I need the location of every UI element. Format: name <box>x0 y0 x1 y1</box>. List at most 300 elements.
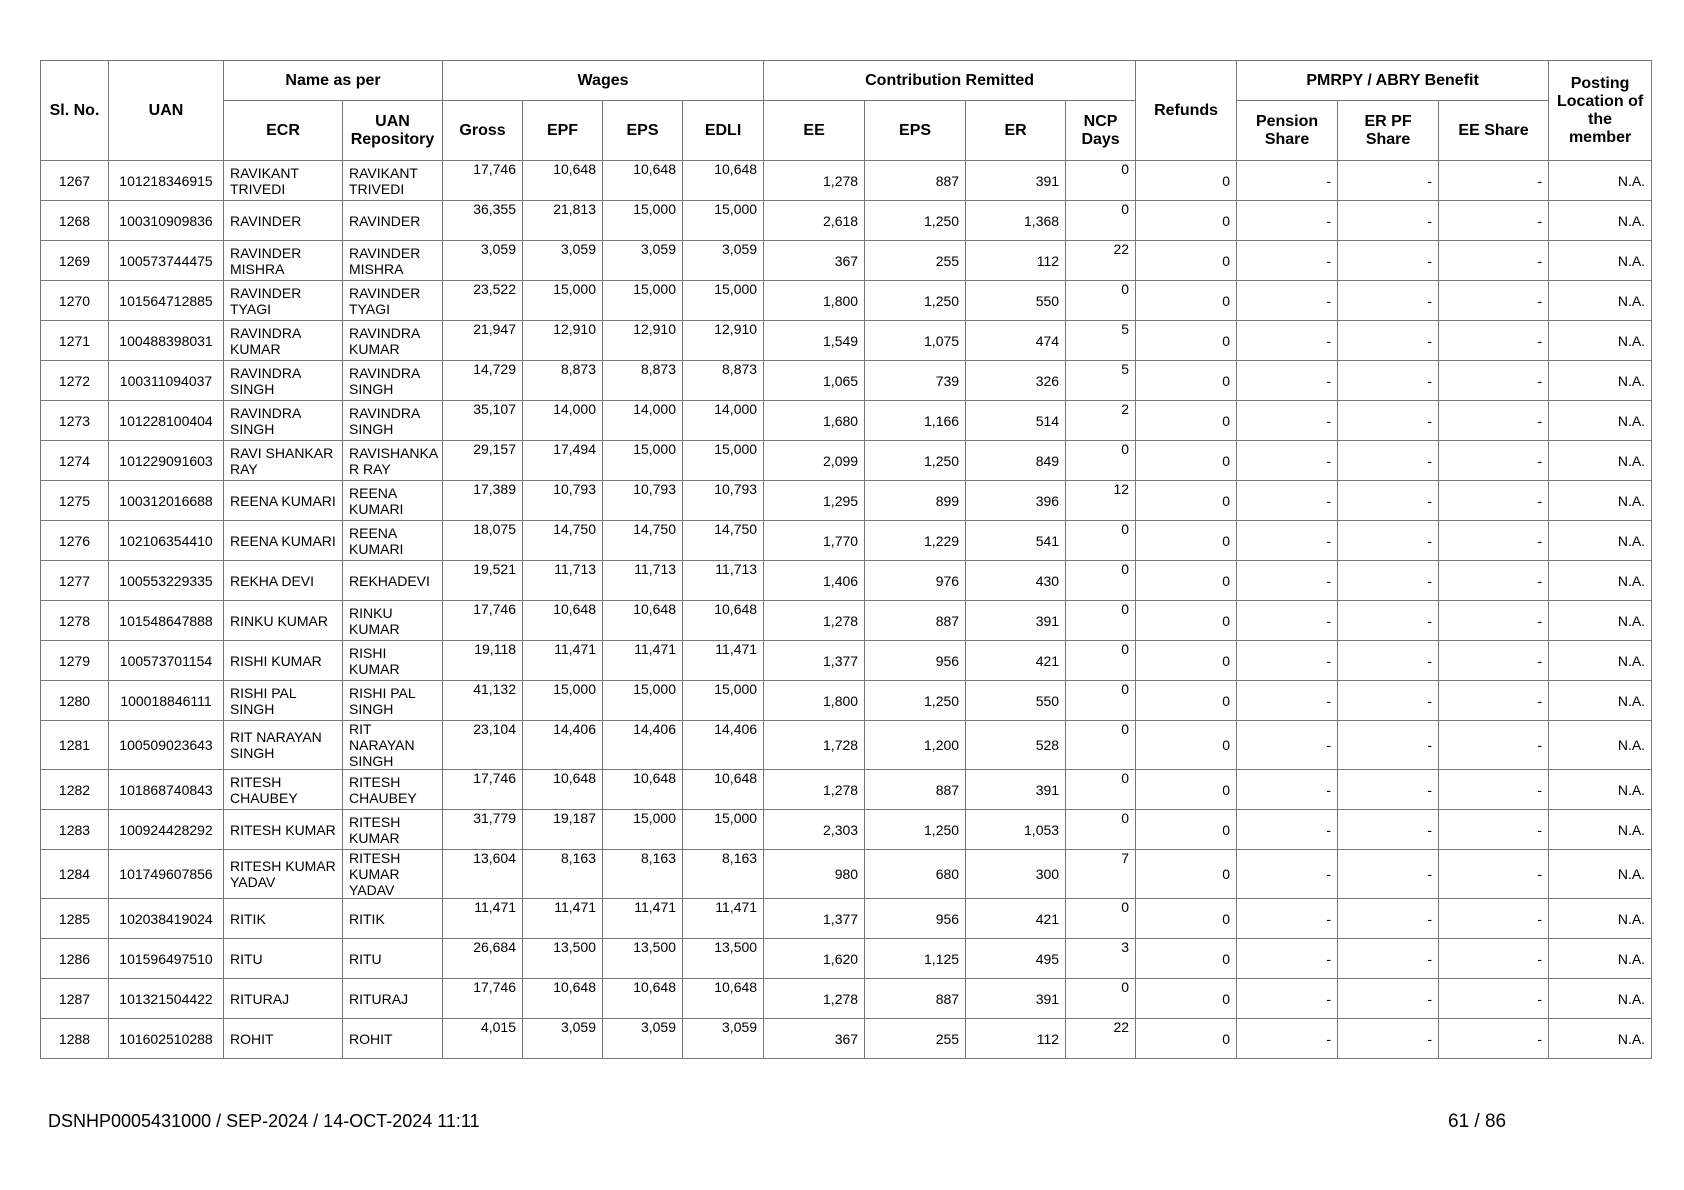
header-er-pf-share: ER PF Share <box>1338 101 1439 161</box>
table-row <box>41 899 1652 939</box>
cell-er: 430 <box>966 561 1066 601</box>
table-row <box>41 850 1652 899</box>
cell-edli: 15,000 <box>683 681 764 721</box>
table-row <box>41 810 1652 850</box>
cell-name-ecr: RITURAJ <box>224 979 343 1019</box>
cell-name-ecr: RAVINDRA KUMAR <box>224 321 343 361</box>
cell-er: 1,368 <box>966 201 1066 241</box>
cell-name-uan-repository: RIT NARAYAN SINGH <box>343 721 443 770</box>
cell-sl-no: 1275 <box>41 481 109 521</box>
cell-name-ecr: RIT NARAYAN SINGH <box>224 721 343 770</box>
cell-ee-share: - <box>1439 721 1549 770</box>
cell-posting-location: N.A. <box>1549 850 1652 899</box>
cell-epf: 10,648 <box>523 161 603 201</box>
cell-name-uan-repository: RAVISHANKA R RAY <box>343 441 443 481</box>
cell-name-uan-repository: RISHI KUMAR <box>343 641 443 681</box>
cell-er: 550 <box>966 281 1066 321</box>
cell-er: 391 <box>966 161 1066 201</box>
cell-ncp-days: 0 <box>1066 641 1136 681</box>
cell-uan: 102106354410 <box>109 521 224 561</box>
cell-er: 514 <box>966 401 1066 441</box>
cell-name-ecr: RITESH CHAUBEY <box>224 770 343 810</box>
table-row <box>41 361 1652 401</box>
cell-posting-location: N.A. <box>1549 939 1652 979</box>
cell-contribution-eps: 1,075 <box>865 321 966 361</box>
cell-refunds: 0 <box>1136 241 1237 281</box>
cell-name-ecr: RITESH KUMAR <box>224 810 343 850</box>
cell-gross: 26,684 <box>443 939 523 979</box>
cell-ee-share: - <box>1439 1019 1549 1059</box>
cell-sl-no: 1274 <box>41 441 109 481</box>
cell-contribution-eps: 976 <box>865 561 966 601</box>
cell-name-ecr: RAVINDER <box>224 201 343 241</box>
cell-ee-share: - <box>1439 441 1549 481</box>
table-row <box>41 770 1652 810</box>
cell-epf: 14,750 <box>523 521 603 561</box>
cell-er: 396 <box>966 481 1066 521</box>
cell-wages-eps: 10,648 <box>603 979 683 1019</box>
header-wages: Wages <box>443 61 764 101</box>
cell-ncp-days: 0 <box>1066 561 1136 601</box>
cell-gross: 36,355 <box>443 201 523 241</box>
cell-posting-location: N.A. <box>1549 810 1652 850</box>
cell-ncp-days: 3 <box>1066 939 1136 979</box>
cell-name-uan-repository: RISHI PAL SINGH <box>343 681 443 721</box>
cell-gross: 41,132 <box>443 681 523 721</box>
cell-sl-no: 1268 <box>41 201 109 241</box>
cell-wages-eps: 15,000 <box>603 681 683 721</box>
cell-ee: 1,377 <box>764 641 865 681</box>
cell-uan: 101602510288 <box>109 1019 224 1059</box>
cell-posting-location: N.A. <box>1549 1019 1652 1059</box>
cell-name-ecr: RAVINDER MISHRA <box>224 241 343 281</box>
cell-refunds: 0 <box>1136 850 1237 899</box>
cell-sl-no: 1278 <box>41 601 109 641</box>
table-row <box>41 939 1652 979</box>
cell-uan: 101596497510 <box>109 939 224 979</box>
cell-ee: 1,406 <box>764 561 865 601</box>
cell-ee-share: - <box>1439 361 1549 401</box>
cell-ncp-days: 0 <box>1066 441 1136 481</box>
header-gross: Gross <box>443 101 523 161</box>
cell-er: 421 <box>966 641 1066 681</box>
cell-uan: 100924428292 <box>109 810 224 850</box>
table-row <box>41 681 1652 721</box>
cell-ee: 1,680 <box>764 401 865 441</box>
header-name-as-per: Name as per <box>224 61 443 101</box>
cell-edli: 14,750 <box>683 521 764 561</box>
cell-pension-share: - <box>1237 681 1338 721</box>
cell-er: 474 <box>966 321 1066 361</box>
header-posting-location: Posting Location of the member <box>1549 61 1652 161</box>
cell-gross: 23,522 <box>443 281 523 321</box>
table-row <box>41 321 1652 361</box>
header-edli: EDLI <box>683 101 764 161</box>
cell-name-ecr: REENA KUMARI <box>224 481 343 521</box>
cell-ncp-days: 0 <box>1066 601 1136 641</box>
cell-ncp-days: 0 <box>1066 979 1136 1019</box>
cell-edli: 10,648 <box>683 979 764 1019</box>
cell-uan: 101548647888 <box>109 601 224 641</box>
cell-epf: 10,648 <box>523 601 603 641</box>
cell-posting-location: N.A. <box>1549 161 1652 201</box>
cell-name-ecr: RISHI PAL SINGH <box>224 681 343 721</box>
cell-epf: 13,500 <box>523 939 603 979</box>
header-contribution-eps: EPS <box>865 101 966 161</box>
cell-epf: 14,406 <box>523 721 603 770</box>
cell-uan: 101564712885 <box>109 281 224 321</box>
cell-name-uan-repository: RAVINDRA KUMAR <box>343 321 443 361</box>
cell-name-uan-repository: ROHIT <box>343 1019 443 1059</box>
header-er: ER <box>966 101 1066 161</box>
cell-ee-share: - <box>1439 521 1549 561</box>
cell-ncp-days: 5 <box>1066 321 1136 361</box>
cell-uan: 101228100404 <box>109 401 224 441</box>
cell-sl-no: 1271 <box>41 321 109 361</box>
cell-er: 421 <box>966 899 1066 939</box>
cell-epf: 10,648 <box>523 979 603 1019</box>
cell-epf: 15,000 <box>523 681 603 721</box>
cell-er-pf-share: - <box>1338 521 1439 561</box>
cell-name-ecr: RAVINDER TYAGI <box>224 281 343 321</box>
cell-pension-share: - <box>1237 321 1338 361</box>
cell-name-ecr: RISHI KUMAR <box>224 641 343 681</box>
cell-er-pf-share: - <box>1338 321 1439 361</box>
cell-name-uan-repository: RITU <box>343 939 443 979</box>
cell-gross: 18,075 <box>443 521 523 561</box>
cell-er-pf-share: - <box>1338 899 1439 939</box>
table-row <box>41 979 1652 1019</box>
cell-ee: 1,620 <box>764 939 865 979</box>
table-row <box>41 401 1652 441</box>
cell-edli: 14,000 <box>683 401 764 441</box>
cell-ncp-days: 0 <box>1066 521 1136 561</box>
cell-name-uan-repository: REENA KUMARI <box>343 481 443 521</box>
cell-ncp-days: 0 <box>1066 161 1136 201</box>
table-header <box>41 61 1652 161</box>
cell-contribution-eps: 1,250 <box>865 810 966 850</box>
cell-contribution-eps: 1,250 <box>865 281 966 321</box>
cell-contribution-eps: 255 <box>865 1019 966 1059</box>
cell-gross: 3,059 <box>443 241 523 281</box>
cell-wages-eps: 10,648 <box>603 161 683 201</box>
cell-ncp-days: 12 <box>1066 481 1136 521</box>
cell-er-pf-share: - <box>1338 681 1439 721</box>
cell-refunds: 0 <box>1136 601 1237 641</box>
cell-posting-location: N.A. <box>1549 770 1652 810</box>
cell-contribution-eps: 956 <box>865 899 966 939</box>
cell-pension-share: - <box>1237 721 1338 770</box>
cell-refunds: 0 <box>1136 899 1237 939</box>
cell-refunds: 0 <box>1136 441 1237 481</box>
cell-uan: 100573701154 <box>109 641 224 681</box>
cell-contribution-eps: 887 <box>865 601 966 641</box>
cell-pension-share: - <box>1237 601 1338 641</box>
cell-ncp-days: 7 <box>1066 850 1136 899</box>
cell-ee: 2,303 <box>764 810 865 850</box>
cell-er-pf-share: - <box>1338 810 1439 850</box>
cell-refunds: 0 <box>1136 979 1237 1019</box>
cell-er: 300 <box>966 850 1066 899</box>
cell-wages-eps: 15,000 <box>603 201 683 241</box>
cell-edli: 11,471 <box>683 641 764 681</box>
cell-pension-share: - <box>1237 850 1338 899</box>
header-ee-share: EE Share <box>1439 101 1549 161</box>
cell-name-uan-repository: RAVINDRA SINGH <box>343 361 443 401</box>
table-row <box>41 721 1652 770</box>
cell-er-pf-share: - <box>1338 481 1439 521</box>
cell-posting-location: N.A. <box>1549 641 1652 681</box>
table-row <box>41 601 1652 641</box>
cell-ee: 1,295 <box>764 481 865 521</box>
cell-edli: 8,163 <box>683 850 764 899</box>
cell-edli: 10,648 <box>683 601 764 641</box>
table-row <box>41 1019 1652 1059</box>
cell-ee: 1,065 <box>764 361 865 401</box>
cell-pension-share: - <box>1237 770 1338 810</box>
cell-er-pf-share: - <box>1338 770 1439 810</box>
cell-pension-share: - <box>1237 810 1338 850</box>
cell-sl-no: 1284 <box>41 850 109 899</box>
table-row <box>41 161 1652 201</box>
cell-posting-location: N.A. <box>1549 281 1652 321</box>
cell-gross: 19,521 <box>443 561 523 601</box>
cell-edli: 10,648 <box>683 161 764 201</box>
cell-uan: 100573744475 <box>109 241 224 281</box>
cell-ee-share: - <box>1439 561 1549 601</box>
cell-gross: 17,389 <box>443 481 523 521</box>
cell-pension-share: - <box>1237 1019 1338 1059</box>
cell-wages-eps: 15,000 <box>603 810 683 850</box>
cell-edli: 8,873 <box>683 361 764 401</box>
cell-refunds: 0 <box>1136 521 1237 561</box>
cell-sl-no: 1277 <box>41 561 109 601</box>
cell-contribution-eps: 1,200 <box>865 721 966 770</box>
cell-wages-eps: 8,163 <box>603 850 683 899</box>
cell-ncp-days: 2 <box>1066 401 1136 441</box>
cell-sl-no: 1287 <box>41 979 109 1019</box>
cell-gross: 13,604 <box>443 850 523 899</box>
cell-edli: 15,000 <box>683 201 764 241</box>
cell-er-pf-share: - <box>1338 1019 1439 1059</box>
cell-er-pf-share: - <box>1338 641 1439 681</box>
cell-posting-location: N.A. <box>1549 321 1652 361</box>
cell-epf: 12,910 <box>523 321 603 361</box>
cell-ncp-days: 0 <box>1066 810 1136 850</box>
cell-er-pf-share: - <box>1338 361 1439 401</box>
cell-pension-share: - <box>1237 241 1338 281</box>
header-sl-no: Sl. No. <box>41 61 109 161</box>
cell-pension-share: - <box>1237 899 1338 939</box>
cell-refunds: 0 <box>1136 721 1237 770</box>
cell-wages-eps: 15,000 <box>603 281 683 321</box>
cell-gross: 29,157 <box>443 441 523 481</box>
cell-name-ecr: ROHIT <box>224 1019 343 1059</box>
cell-ee: 980 <box>764 850 865 899</box>
cell-er: 495 <box>966 939 1066 979</box>
cell-uan: 100488398031 <box>109 321 224 361</box>
cell-epf: 10,648 <box>523 770 603 810</box>
cell-name-uan-repository: RITESH KUMAR YADAV <box>343 850 443 899</box>
cell-ncp-days: 22 <box>1066 241 1136 281</box>
cell-uan: 101321504422 <box>109 979 224 1019</box>
cell-wages-eps: 10,648 <box>603 770 683 810</box>
table-row <box>41 641 1652 681</box>
cell-wages-eps: 11,471 <box>603 899 683 939</box>
cell-gross: 17,746 <box>443 601 523 641</box>
cell-ee-share: - <box>1439 321 1549 361</box>
cell-gross: 17,746 <box>443 161 523 201</box>
cell-ee: 1,800 <box>764 681 865 721</box>
cell-name-ecr: RAVI SHANKAR RAY <box>224 441 343 481</box>
cell-wages-eps: 14,000 <box>603 401 683 441</box>
cell-ncp-days: 0 <box>1066 899 1136 939</box>
cell-name-ecr: RAVIKANT TRIVEDI <box>224 161 343 201</box>
cell-sl-no: 1282 <box>41 770 109 810</box>
cell-pension-share: - <box>1237 939 1338 979</box>
cell-edli: 11,471 <box>683 899 764 939</box>
cell-wages-eps: 12,910 <box>603 321 683 361</box>
cell-ee-share: - <box>1439 939 1549 979</box>
cell-refunds: 0 <box>1136 681 1237 721</box>
cell-posting-location: N.A. <box>1549 561 1652 601</box>
header-epf: EPF <box>523 101 603 161</box>
cell-posting-location: N.A. <box>1549 201 1652 241</box>
cell-name-uan-repository: RAVINDRA SINGH <box>343 401 443 441</box>
cell-posting-location: N.A. <box>1549 521 1652 561</box>
cell-pension-share: - <box>1237 281 1338 321</box>
cell-posting-location: N.A. <box>1549 721 1652 770</box>
header-ncp-days: NCP Days <box>1066 101 1136 161</box>
table-row <box>41 521 1652 561</box>
cell-name-uan-repository: RINKU KUMAR <box>343 601 443 641</box>
cell-name-uan-repository: RITESH CHAUBEY <box>343 770 443 810</box>
cell-ee: 1,770 <box>764 521 865 561</box>
cell-contribution-eps: 1,166 <box>865 401 966 441</box>
cell-sl-no: 1285 <box>41 899 109 939</box>
cell-gross: 35,107 <box>443 401 523 441</box>
cell-uan: 100509023643 <box>109 721 224 770</box>
header-ee: EE <box>764 101 865 161</box>
cell-er: 112 <box>966 1019 1066 1059</box>
cell-ee: 1,377 <box>764 899 865 939</box>
cell-edli: 14,406 <box>683 721 764 770</box>
cell-wages-eps: 11,713 <box>603 561 683 601</box>
cell-pension-share: - <box>1237 641 1338 681</box>
cell-edli: 13,500 <box>683 939 764 979</box>
cell-contribution-eps: 255 <box>865 241 966 281</box>
cell-ee: 367 <box>764 1019 865 1059</box>
cell-er: 391 <box>966 979 1066 1019</box>
cell-ncp-days: 0 <box>1066 721 1136 770</box>
cell-edli: 10,648 <box>683 770 764 810</box>
cell-name-uan-repository: RAVINDER TYAGI <box>343 281 443 321</box>
cell-name-uan-repository: RAVIKANT TRIVEDI <box>343 161 443 201</box>
cell-sl-no: 1273 <box>41 401 109 441</box>
cell-er: 550 <box>966 681 1066 721</box>
cell-ee-share: - <box>1439 979 1549 1019</box>
cell-wages-eps: 11,471 <box>603 641 683 681</box>
cell-sl-no: 1280 <box>41 681 109 721</box>
cell-ncp-days: 0 <box>1066 201 1136 241</box>
header-uan-repository: UAN Repository <box>343 101 443 161</box>
document-footer-reference: DSNHP0005431000 / SEP-2024 / 14-OCT-2024 11:11 <box>48 1111 480 1131</box>
cell-er-pf-share: - <box>1338 281 1439 321</box>
cell-name-ecr: RINKU KUMAR <box>224 601 343 641</box>
cell-gross: 4,015 <box>443 1019 523 1059</box>
cell-wages-eps: 10,648 <box>603 601 683 641</box>
cell-er: 849 <box>966 441 1066 481</box>
cell-pension-share: - <box>1237 161 1338 201</box>
cell-refunds: 0 <box>1136 321 1237 361</box>
cell-refunds: 0 <box>1136 770 1237 810</box>
cell-contribution-eps: 887 <box>865 979 966 1019</box>
cell-contribution-eps: 899 <box>865 481 966 521</box>
cell-sl-no: 1288 <box>41 1019 109 1059</box>
cell-gross: 17,746 <box>443 770 523 810</box>
cell-posting-location: N.A. <box>1549 441 1652 481</box>
cell-edli: 11,713 <box>683 561 764 601</box>
cell-posting-location: N.A. <box>1549 401 1652 441</box>
cell-uan: 101868740843 <box>109 770 224 810</box>
cell-ncp-days: 5 <box>1066 361 1136 401</box>
cell-er-pf-share: - <box>1338 441 1439 481</box>
cell-wages-eps: 15,000 <box>603 441 683 481</box>
table-row <box>41 441 1652 481</box>
cell-uan: 101749607856 <box>109 850 224 899</box>
cell-sl-no: 1281 <box>41 721 109 770</box>
cell-name-uan-repository: RAVINDER <box>343 201 443 241</box>
header-refunds: Refunds <box>1136 61 1237 161</box>
cell-name-uan-repository: RITESH KUMAR <box>343 810 443 850</box>
cell-er: 391 <box>966 770 1066 810</box>
cell-epf: 21,813 <box>523 201 603 241</box>
cell-ee-share: - <box>1439 770 1549 810</box>
cell-epf: 8,163 <box>523 850 603 899</box>
cell-epf: 3,059 <box>523 1019 603 1059</box>
cell-contribution-eps: 956 <box>865 641 966 681</box>
cell-wages-eps: 8,873 <box>603 361 683 401</box>
cell-ee: 2,099 <box>764 441 865 481</box>
cell-er-pf-share: - <box>1338 850 1439 899</box>
cell-wages-eps: 3,059 <box>603 1019 683 1059</box>
header-ecr: ECR <box>224 101 343 161</box>
cell-pension-share: - <box>1237 401 1338 441</box>
cell-name-ecr: RAVINDRA SINGH <box>224 401 343 441</box>
cell-contribution-eps: 1,250 <box>865 681 966 721</box>
cell-gross: 19,118 <box>443 641 523 681</box>
cell-ee: 2,618 <box>764 201 865 241</box>
cell-name-uan-repository: RITURAJ <box>343 979 443 1019</box>
cell-uan: 100553229335 <box>109 561 224 601</box>
cell-ee: 1,728 <box>764 721 865 770</box>
cell-er-pf-share: - <box>1338 939 1439 979</box>
cell-uan: 101218346915 <box>109 161 224 201</box>
cell-uan: 100310909836 <box>109 201 224 241</box>
cell-ee: 1,278 <box>764 161 865 201</box>
cell-ee-share: - <box>1439 810 1549 850</box>
cell-pension-share: - <box>1237 361 1338 401</box>
cell-pension-share: - <box>1237 979 1338 1019</box>
table-row <box>41 281 1652 321</box>
cell-ee: 1,549 <box>764 321 865 361</box>
cell-refunds: 0 <box>1136 561 1237 601</box>
cell-epf: 15,000 <box>523 281 603 321</box>
cell-edli: 15,000 <box>683 441 764 481</box>
cell-refunds: 0 <box>1136 481 1237 521</box>
cell-sl-no: 1279 <box>41 641 109 681</box>
cell-uan: 102038419024 <box>109 899 224 939</box>
